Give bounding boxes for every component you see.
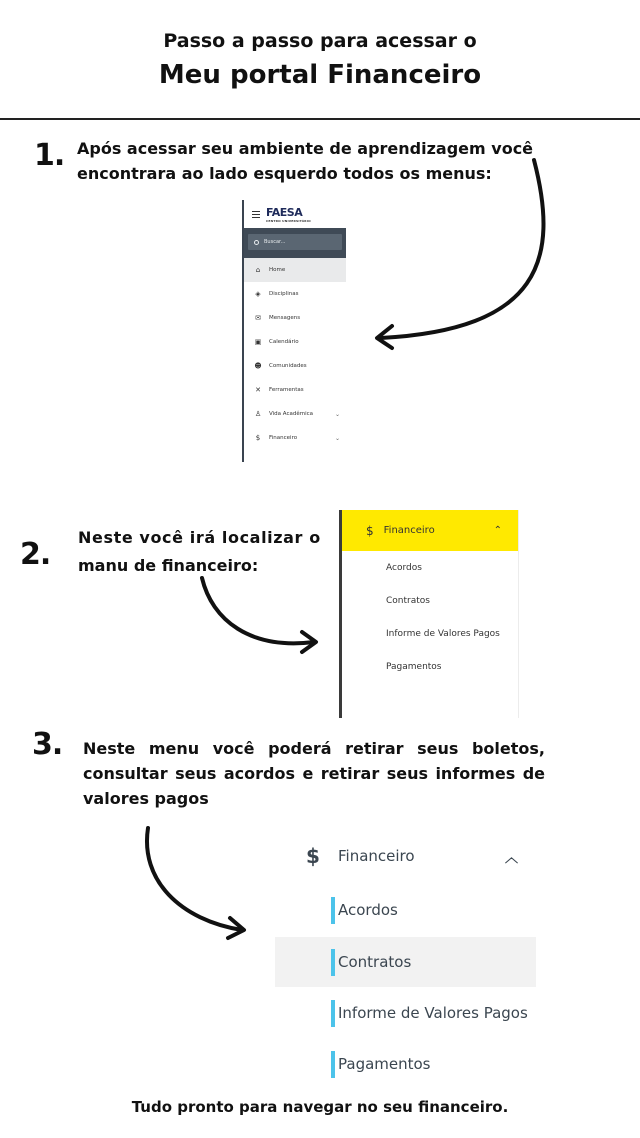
step-3-line-1: Neste menu você poderá retirar seus boletos, xyxy=(83,739,545,758)
chevron-up-icon: ⌃ xyxy=(493,525,502,536)
graduation-cap-icon: ◈ xyxy=(255,290,261,298)
financeiro-submenu-contratos[interactable]: Contratos xyxy=(386,595,430,606)
arrow-step-1 xyxy=(380,160,543,338)
sidebar-item-label: Disciplinas xyxy=(269,291,299,297)
page-title: Meu portal Financeiro xyxy=(158,60,482,90)
envelope-icon: ✉ xyxy=(255,314,261,322)
sidebar-item-label: Mensagens xyxy=(269,315,301,321)
financeiro-submenu-informe[interactable]: Informe de Valores Pagos xyxy=(386,628,500,639)
logo-subtext: CENTRO UNIVERSITÁRIO xyxy=(266,218,311,223)
step-3-line-2: consultar seus acordos e retirar seus informes de xyxy=(83,764,545,783)
step-3-number: 3. xyxy=(32,727,63,762)
step-3-line-3: valores pagos xyxy=(83,789,209,808)
community-icon: ☻ xyxy=(254,362,262,370)
calendar-icon: ▣ xyxy=(254,338,262,346)
financeiro-zoom-item-label: Contratos xyxy=(338,953,412,971)
financeiro-zoom-item-label: Informe de Valores Pagos xyxy=(338,1004,528,1022)
chevron-up-icon: ︿ xyxy=(504,850,518,866)
financeiro-submenu-acordos[interactable]: Acordos xyxy=(386,562,422,573)
footer-text: Tudo pronto para navegar no seu financeiro. xyxy=(131,1098,509,1116)
chevron-down-icon: ⌄ xyxy=(334,410,340,418)
home-icon: ⌂ xyxy=(255,266,261,274)
step-2-number: 2. xyxy=(20,537,51,572)
step-2-line-1: Neste você irá localizar o xyxy=(78,528,321,547)
sidebar-item-label: Calendário xyxy=(269,339,299,345)
search-placeholder: Buscar... xyxy=(264,239,286,245)
financeiro-menu-label: Financeiro xyxy=(383,525,435,536)
header-subtitle: Passo a passo para acessar o xyxy=(163,30,477,52)
step-1-line-1: Após acessar seu ambiente de aprendizagem você xyxy=(77,139,534,158)
sidebar-item-label: Vida Acadêmica xyxy=(269,411,313,417)
arrow-step-2 xyxy=(202,578,314,643)
step-2-line-2: manu de financeiro: xyxy=(78,556,259,575)
chevron-down-icon: ⌄ xyxy=(334,434,340,442)
financeiro-zoom-item-label: Pagamentos xyxy=(338,1055,431,1073)
step-1-number: 1. xyxy=(34,138,65,173)
dollar-icon: $ xyxy=(366,523,374,538)
dollar-icon: $ xyxy=(306,844,320,868)
sidebar-item-label: Financeiro xyxy=(269,435,298,441)
financeiro-zoom-label: Financeiro xyxy=(338,847,415,865)
step-1-line-2: encontrara ao lado esquerdo todos os menus: xyxy=(77,164,492,183)
financeiro-submenu-pagamentos[interactable]: Pagamentos xyxy=(386,661,442,672)
logo-text: FAESA xyxy=(266,205,303,219)
arrow-step-3 xyxy=(147,828,242,930)
sidebar-item-label: Ferramentas xyxy=(269,387,304,393)
financeiro-zoom-item-label: Acordos xyxy=(338,901,398,919)
dollar-icon: $ xyxy=(255,434,261,442)
academic-icon: ♙ xyxy=(254,410,262,418)
sidebar-item-label: Comunidades xyxy=(269,363,307,369)
tools-icon: ✕ xyxy=(255,386,261,394)
sidebar-item-label: Home xyxy=(269,267,286,273)
